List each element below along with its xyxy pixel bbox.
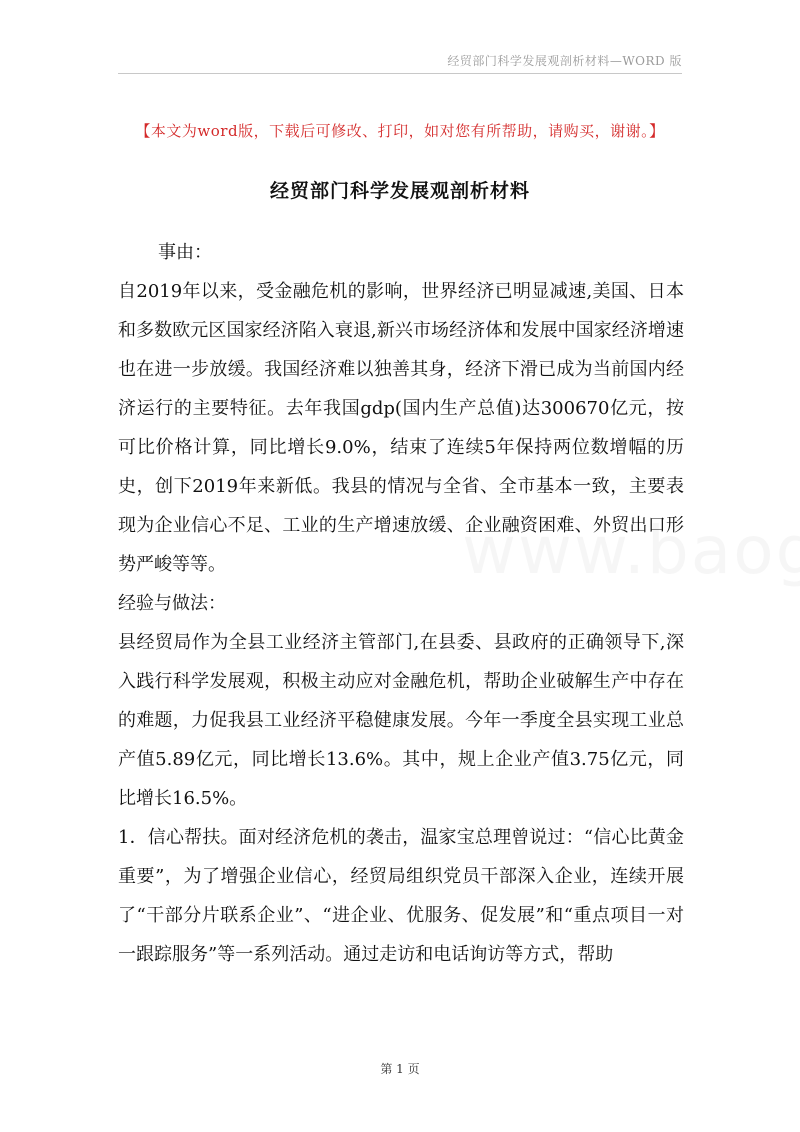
section-heading-reason: 事由：	[158, 242, 212, 263]
document-body	[118, 233, 684, 974]
document-title: 经贸部门科学发展观剖析材料	[269, 180, 530, 202]
header-text: 经贸部门科学发展观剖析材料—WORD 版	[447, 54, 682, 68]
page-footer	[0, 1060, 800, 1077]
notice-text: 【本文为word版，下载后可修改、打印，如对您有所帮助，请购买，谢谢。】	[135, 122, 665, 140]
body-paragraph: 1．信心帮扶。面对经济危机的袭击，温家宝总理曾说过：“信心比黄金重要”，为了增强企业信心，经贸局组织党员干部深入企业，连续开展了“干部分片联系企业”、“进企业、优服务、促发展”和“重点项目一对一跟踪服务”等一系列活动。通过走访和电话询访等方式，帮助	[118, 827, 684, 965]
footer-suffix: 页	[407, 1062, 420, 1076]
body-paragraph: 县经贸局作为全县工业经济主管部门,在县委、县政府的正确领导下,深入践行科学发展观，积极主动应对金融危机，帮助企业破解生产中存在的难题，力促我县工业经济平稳健康发展。今年一季度全县实现工业总产值5.89亿元，同比增长13.6%。其中，规上企业产值3.75亿元，同比增长16.5%。	[118, 632, 684, 809]
footer-prefix: 第	[380, 1062, 393, 1076]
download-notice	[0, 120, 800, 141]
page-number: 1	[396, 1062, 404, 1076]
section-heading-experience: 经验与做法：	[118, 593, 226, 614]
page-header	[118, 52, 682, 74]
body-paragraph: 自2019年以来，受金融危机的影响，世界经济已明显减速,美国、日本和多数欧元区国家经济陷入衰退,新兴市场经济体和发展中国家经济增速也在进一步放缓。我国经济难以独善其身，经济下滑已成为当前国内经济运行的主要特征。去年我国gdp(国内生产总值)达300670亿元，按可比价格计算，同比增长9.0%，结束了连续5年保持两位数增幅的历史，创下2019年来新低。我县的情况与全省、全市基本一致，主要表现为企业信心不足、工业的生产增速放缓、企业融资困难、外贸出口形势严峻等等。	[118, 281, 684, 575]
